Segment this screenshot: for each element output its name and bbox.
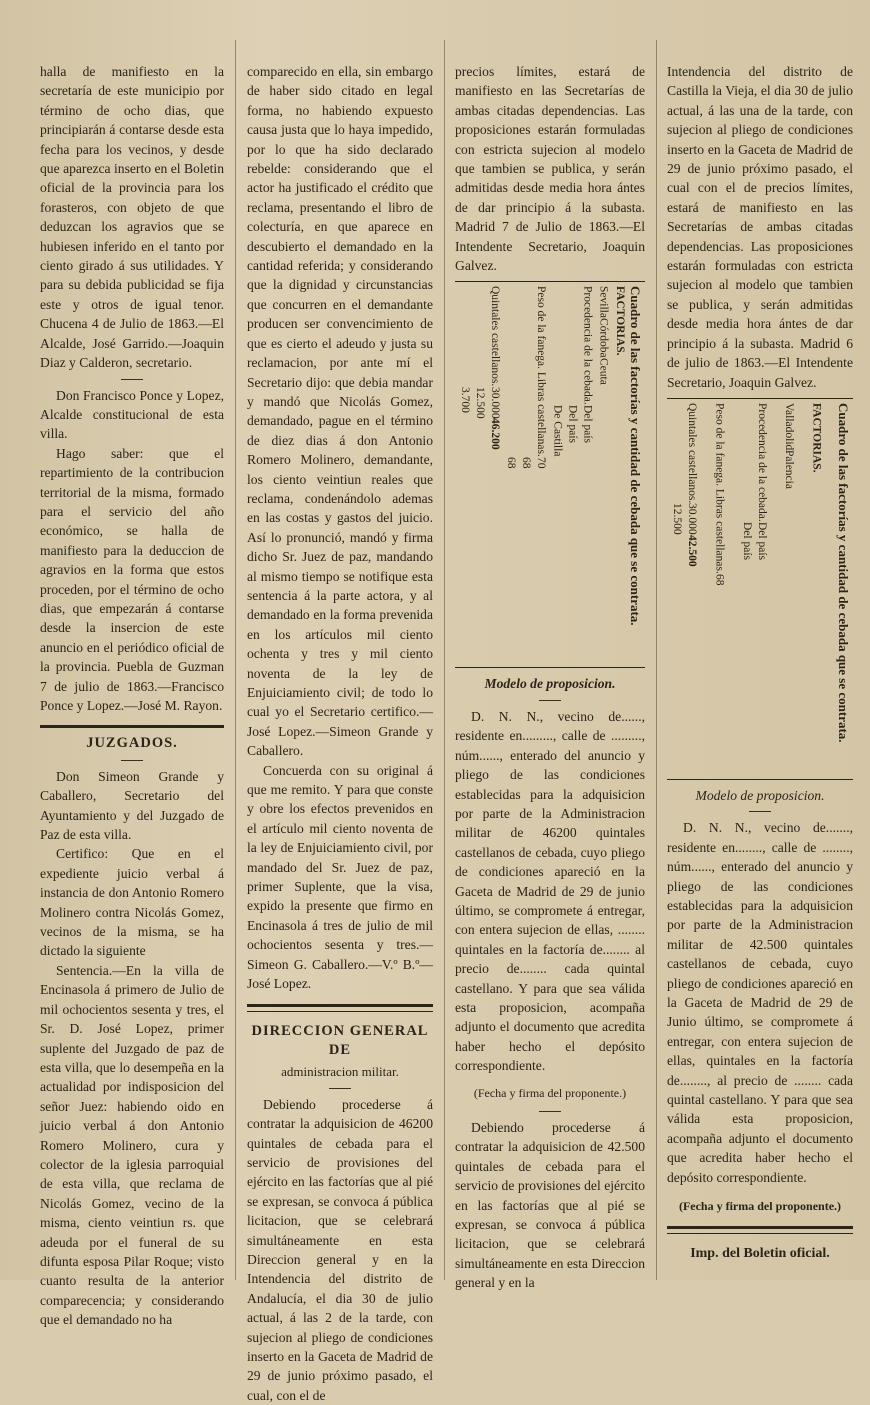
table-cell: De Castilla — [551, 405, 564, 457]
modelo-text: D. N. N., vecino de......, residente en........., calle de ........., núm......, enterado del anuncio y pliego de las condiciones establecidas para la adquisicion por parte de la Administracion militar de 46200 quintales castellanos de cebada, cuyo pliego de condiciones apareció en la Gaceta de Madrid de 29 de junio último, se compromete á entregar, con entera sujecion de ellas, ........ quintales en la factoría de........ al precio de........ cada quintal castellano. Y para que sea válida esta proposicion, acompaña adjunto el documento que acredita haber hecho el depósito correspondiente. — [455, 708, 645, 1074]
section-rule — [40, 725, 224, 728]
table-header: Procedencia de la cebada. — [755, 402, 768, 522]
table-cell: 30.000 — [686, 503, 698, 535]
table-cell: 68 — [505, 457, 518, 469]
table-cell: 68 — [520, 457, 533, 469]
column-rule — [656, 40, 657, 1280]
table-title: Cuadro de las factorías y cantidad de cebada que se contrata. — [627, 286, 643, 627]
table-cell: 70 — [535, 457, 548, 469]
section-rule — [247, 1004, 433, 1007]
separator — [539, 700, 561, 701]
table-cell: Palencia — [783, 450, 796, 490]
modelo-heading: Modelo de proposicion. — [695, 787, 825, 803]
table-header: Peso de la fanega. Libras castellanas. — [535, 286, 548, 458]
table-total: 46.200 — [489, 418, 501, 450]
column-1 — [40, 62, 224, 1328]
table-cell: 12.500 — [474, 386, 486, 419]
table-cell: Sevilla — [597, 286, 610, 319]
sentencia-text: Sentencia.—En la villa de Encinasola á primero de Julio de mil ochocientos sesenta y tres, el Sr. D. José Lopez, primer suplente del Juzgado de paz de esta villa, que lo desempeña en la actualidad por indisposicion del señor Juez: habiendo oido en juicio verbal á don Antonio Romero Molinero, cura y colector de la iglesia parroquial de esta villa, que reclama de Nicolás Gomez, vecino de la misma, ciento veintiun rs. que adeuda por el funeral de su difunta esposa Pilar Roque; visto cuanto resulta de la anterior comparecencia; y considerando que el demandado no ha — [40, 962, 224, 1328]
table-cell: 68 — [713, 573, 726, 586]
andalucia-notice-continued: precios límites, estará de manifiesto en las Secretarías de ambas citadas dependencias. Las proposiciones estarán formuladas con estricta sujecion al modelo que tambien se publica, y serán admitidas desde media hora ántes de dar principio á la subasta. Madrid 7 de Julio de 1863.—El Intendente Secretario, Joaquin Galvez. — [455, 64, 645, 274]
table-header: Procedencia de la cebada. — [581, 286, 594, 406]
castilla-notice-continued: Intendencia del distrito de Castilla la Vieja, el dia 30 de julio actual, á las una de la tarde, con sujecion al pliego de condiciones inserto en la Gaceta de Madrid de 29 de junio próximo pasado, el cual con el de precios límites, estará de manifiesto en las Secretarías de ambas citadas dependencias. Las proposiciones estarán formuladas con estricta sujecion al modelo que tambien se publica, y serán admitidas desde media hora ántes de dar principio á la subasta. Madrid 6 de julio de 1863.—El Intendente Secretario, Joaquin Galvez. — [667, 64, 853, 390]
firma-line: (Fecha y firma del proponente.) — [678, 1199, 842, 1214]
table-cell: 12.500 — [671, 503, 683, 535]
section-rule — [667, 1226, 853, 1229]
firma-line: (Fecha y firma del proponente.) — [473, 1085, 627, 1100]
table-cell: Valladolid — [783, 402, 796, 451]
modelo-heading: Modelo de proposicion. — [484, 676, 616, 692]
separator — [539, 1111, 561, 1112]
table-total: 42.500 — [686, 534, 698, 567]
direccion-subheading: administracion militar. — [281, 1064, 399, 1080]
table-cell: Ceuta — [597, 358, 610, 385]
table-header: FACTORIAS. — [613, 286, 626, 357]
table-cell: Córdoba — [597, 318, 610, 359]
section-rule-thin — [247, 1011, 433, 1012]
chucena-notice: halla de manifiesto en la secretaría de este municipio por término de ocho dias, que principiarán á contarse desde esta fecha para los vecinos, y desde que aparezca inserto en el Boletin oficial de la provincia para los forasteros, con objeto de que deduzcan los agravios que se hubiesen inferido en el tanto por ciento girado á sus utilidades. Y para su debida publicidad se fija este y otros de igual tenor. Chucena 4 de Julio de 1863.—El Alcalde, José Garrido.—Joaquin Diaz y Calderon, secretario. — [40, 64, 224, 371]
column-3 — [455, 62, 645, 1291]
factorias-table-andalucia — [455, 281, 645, 668]
table-title: Cuadro de las factorías y cantidad de cebada que se contrata. — [835, 402, 851, 743]
separator — [121, 379, 143, 380]
castilla-notice: Debiendo procederse á contratar la adquisicion de 42.500 quintales de cebada para el servicio de provisiones del ejército en las factorías que al pié se expresan, se convoca á pública licitacion, que se celebrará simultáneamente en esta Direccion general y en la — [455, 1120, 645, 1291]
separator — [749, 811, 771, 812]
table-cell: Del país — [755, 521, 768, 560]
column-rule — [235, 40, 236, 1280]
table-header: Quintales castellanos. — [489, 286, 501, 387]
puebla-notice: Hago saber: que el repartimiento de la contribucion territorial de la misma, formado para el servicio del año económico, se halla de manifiesto para la deduccion de agravios en la forma que estos proceden, por el término de ocho dias, que empezarán á contarse desde la insercion de este anuncio en el periódico oficial de la provincia. Puebla de Guzman 7 de julio de 1863.—Francisco Ponce y Lopez.—José M. Rayon. — [40, 445, 224, 713]
sentencia-continued: comparecido en ella, sin embargo de haber sido citado en legal forma, no habiendo expuesto causa justa que lo haya impedido, por lo que ha sido declarado rebelde: considerando que el actor ha justificado el crédito que reclama, presentando el libro de colecturía, en que aparece en descubierto el demandado en la cantidad referida; y considerando que la dignidad y circunstancias que concurren en el demandante producen ser convencimiento de que es cierto el adeudo y justa su reclamacion, por ante mí el Secretario dijo: que debia mandar y mandó que Nicolás Gomez, demandado, pague en el término de diez dias á don Antonio Romero Molinero, demandante, los ciento veintiun reales que reclama, condenándolo ademas en las costas y gastos del juicio. Así lo pronunció, mandó y firma dicho Sr. Juez de paz, mandando al mismo tiempo se notifique esta sentencia á la parte actora, y al demandado en la forma prevenida en los artículos mil ciento ochenta y tres y mil ciento noventa de la ley de Enjuiciamiento civil; de todo lo cual yo el Secretario certifico.—José Lopez.—Simeon Grande y Caballero. — [247, 64, 433, 759]
table-header: Quintales castellanos. — [686, 402, 698, 504]
juzgados-heading: JUZGADOS. — [86, 735, 178, 752]
section-rule-thin — [667, 1233, 853, 1234]
modelo-text: D. N. N., vecino de......., residente en........, calle de ........, núm......, enterado del anuncio y pliego de las condiciones establecidas para la adquisicion por parte de la Administracion militar de 42.500 quintales castellanos de cebada, cuyo pliego de condiciones apareció en la Gaceta de Madrid de 29 de Junio último, se compromete á entregar, con entera sujecion de ellas, quintales en la factoría de........, al precio de ........ cada quintal castellano. Y para que sea válida esta proposicion, acompaña adjunto el documento que acredita haber hecho el depósito correspondiente. — [667, 820, 853, 1185]
table-header: Peso de la fanega. Libras castellanas. — [713, 402, 726, 574]
column-rule — [444, 40, 445, 1280]
table-cell: Del país — [566, 405, 579, 444]
table-header: FACTORIAS. — [810, 402, 823, 473]
column-2 — [247, 62, 433, 1403]
table-cell: 3.700 — [459, 386, 471, 413]
certifico-text: Certifico: Que en el expediente juicio verbal á instancia de don Antonio Romero Molinero contra Nicolás Gomez, vecinos de la misma, se ha dictado la siguiente — [40, 846, 224, 959]
factorias-table-castilla — [667, 398, 853, 780]
andalucia-notice: Debiendo procederse á contratar la adquisicion de 46200 quintales de cebada para el servicio de provisiones del ejército en las factorías que al pié se expresan, se convoca á pública licitacion, que se celebrará simultáneamente en esta Direccion general y en la Intendencia del distrito de Andalucía, el dia 30 de julio actual, á las 2 de la tarde, con sujecion al pliego de condiciones inserto en la Gaceta de Madrid de 29 de junio próximo pasado, el cual, con el de — [247, 1096, 433, 1403]
table-cell: Del país — [740, 521, 753, 560]
concuerda-text: Concuerda con su original á que me remito. Y para que conste y obre los efectos prevenidos en el artículo mil ciento noventa de la ley de Enjuiciamiento civil, por mandado del Sr. Juez de paz, primer Suplente, que la visa, expido la presente que firmo en Encinasola á tres de julio de mil ochocientos sesenta y tres.—Simeon G. Caballero.—V.º B.º—José Lopez. — [247, 762, 433, 992]
grande-title: Don Simeon Grande y Caballero, Secretario del Ayuntamiento y del Juzgado de Paz de esta villa. — [40, 768, 224, 843]
table-cell: Del país — [581, 405, 594, 444]
separator — [121, 760, 143, 761]
direccion-heading: DIRECCION GENERAL DE — [251, 1022, 429, 1058]
separator — [329, 1088, 351, 1089]
table-cell: 30.000 — [489, 386, 501, 419]
imprenta-line: Imp. del Boletin oficial. — [690, 1246, 830, 1262]
column-4 — [667, 62, 853, 1280]
ponce-title: Don Francisco Ponce y Lopez, Alcalde constitucional de esta villa. — [40, 387, 224, 442]
